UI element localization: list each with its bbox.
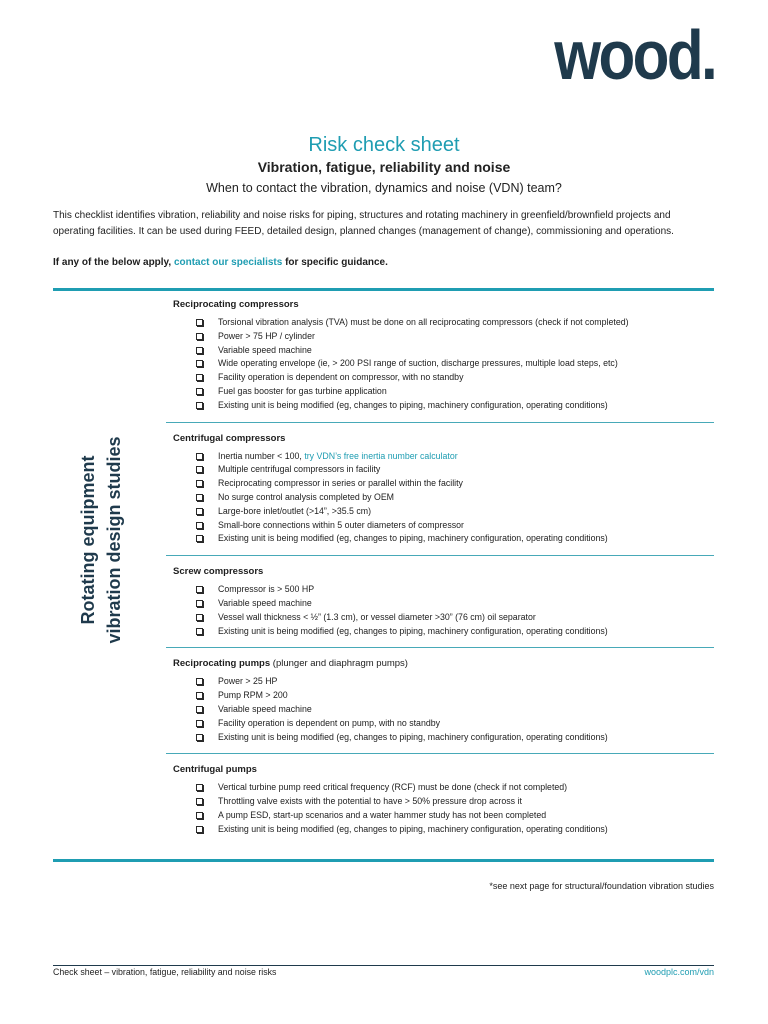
item-link[interactable]: try VDN’s free inertia number calculator	[304, 450, 458, 461]
item-text: A pump ESD, start-up scenarios and a water hammer study has not been completed	[218, 809, 547, 820]
checklist-item	[166, 781, 714, 795]
checkbox-icon	[196, 402, 203, 409]
checkbox-icon	[196, 720, 203, 727]
item-text: Power > 75 HP / cylinder	[218, 330, 315, 341]
checklist-item	[166, 316, 714, 330]
footer-divider	[53, 965, 714, 966]
guidance-suffix: for specific guidance.	[282, 257, 388, 268]
item-text: Throttling valve exists with the potential to have > 50% pressure drop across it	[218, 796, 522, 807]
checklist-items	[166, 781, 714, 836]
page-subtitle: Vibration, fatigue, reliability and noise	[257, 159, 511, 175]
checklist-item	[166, 823, 714, 837]
checklist-item	[166, 344, 714, 358]
item-text: Compressor is > 500 HP	[218, 584, 315, 595]
checklist-items	[166, 675, 714, 744]
checklist-item	[166, 371, 714, 385]
item-text: Power > 25 HP	[218, 676, 278, 687]
checkbox-icon	[196, 347, 203, 354]
section-title: Screw compressors	[173, 566, 264, 578]
item-text: Existing unit is being modified (eg, changes to piping, machinery configuration, operating conditions)	[218, 625, 608, 636]
bottom-divider	[53, 859, 714, 862]
checklist-section	[166, 289, 714, 423]
checkbox-icon	[196, 706, 203, 713]
checklist-item	[166, 689, 714, 703]
section-heading	[166, 763, 714, 777]
side-label-line-1: Rotating equipment	[78, 455, 98, 625]
item-text: Existing unit is being modified (eg, changes to piping, machinery configuration, operating conditions)	[218, 399, 608, 410]
section-title: Centrifugal pumps	[173, 764, 257, 776]
checkbox-icon	[196, 812, 203, 819]
page-question: When to contact the vibration, dynamics and noise (VDN) team?	[206, 181, 562, 195]
checkbox-icon	[196, 798, 203, 805]
checklist-item	[166, 795, 714, 809]
wood-logo: wood.	[554, 16, 715, 94]
section-title-note: (plunger and diaphragm pumps)	[272, 658, 408, 670]
checklist-item	[166, 532, 714, 546]
section-heading	[166, 432, 714, 446]
checklist-item	[166, 809, 714, 823]
checkbox-icon	[196, 535, 203, 542]
checklist-item	[166, 385, 714, 399]
checklist-item	[166, 675, 714, 689]
checkbox-icon	[196, 360, 203, 367]
checklist-item	[166, 717, 714, 731]
item-text: Reciprocating compressor in series or parallel within the facility	[218, 478, 463, 489]
checkbox-icon	[196, 826, 203, 833]
section-title: Centrifugal compressors	[173, 432, 286, 444]
item-text: Torsional vibration analysis (TVA) must be done on all reciprocating compressors (check if not completed)	[218, 317, 629, 327]
checkbox-icon	[196, 628, 203, 635]
checkbox-icon	[196, 480, 203, 487]
checklist-item	[166, 519, 714, 533]
guidance-prefix: If any of the below apply,	[53, 257, 174, 268]
checklist-item	[166, 583, 714, 597]
item-text: Pump RPM > 200	[218, 690, 288, 701]
checklist-item	[166, 625, 714, 639]
checkbox-icon	[196, 374, 203, 381]
checklist-item	[166, 505, 714, 519]
checklist-item	[166, 399, 714, 413]
item-text: Multiple centrifugal compressors in facility	[218, 464, 381, 475]
item-text: Facility operation is dependent on compressor, with no standby	[218, 372, 464, 383]
contact-specialists-link[interactable]: contact our specialists	[173, 257, 283, 268]
section-heading	[166, 565, 714, 579]
footer-website-link[interactable]: woodplc.com/vdn	[644, 967, 714, 977]
checklist-items	[166, 316, 714, 413]
section-heading	[166, 657, 714, 671]
item-text: Variable speed machine	[218, 597, 312, 608]
intro-paragraph: This checklist identifies vibration, reliability and noise risks for piping, structures and rotating machinery in greenfield/brownfield projects and operating facilities. It can be used during FEED, detailed design, planned changes (management of change), commissioning and operations.	[53, 210, 674, 237]
item-text: Large-bore inlet/outlet (>14”, >35.5 cm)	[218, 505, 372, 516]
checkbox-icon	[196, 333, 203, 340]
checklist-item	[166, 357, 714, 371]
checklist-section	[166, 754, 714, 845]
checklist-item	[166, 450, 714, 464]
item-text: Vertical turbine pump reed critical frequency (RCF) must be done (check if not completed)	[218, 782, 568, 793]
checkbox-icon	[196, 692, 203, 699]
guidance-line	[53, 255, 388, 271]
checklist-section	[166, 556, 714, 648]
section-title: Reciprocating compressors	[173, 299, 299, 310]
checkbox-icon	[196, 319, 203, 326]
item-text: Variable speed machine	[218, 344, 312, 355]
section-title: Reciprocating pumps	[173, 658, 271, 670]
item-text: Inertia number < 100,	[218, 450, 305, 461]
item-text: Existing unit is being modified (eg, changes to piping, machinery configuration, operating conditions)	[218, 823, 608, 834]
item-text: Facility operation is dependent on pump, with no standby	[218, 717, 441, 728]
checklist-item	[166, 597, 714, 611]
checklist-item	[166, 611, 714, 625]
side-label	[75, 430, 127, 650]
item-text: No surge control analysis completed by OEM	[218, 491, 395, 502]
checkbox-icon	[196, 508, 203, 515]
checklist-items	[166, 450, 714, 547]
checklist-section	[166, 648, 714, 754]
checklist-item	[166, 491, 714, 505]
checkbox-icon	[196, 734, 203, 741]
checkbox-icon	[196, 614, 203, 621]
item-text: Variable speed machine	[218, 703, 312, 714]
checkbox-icon	[196, 678, 203, 685]
item-text: Fuel gas booster for gas turbine application	[218, 385, 387, 396]
checkbox-icon	[196, 600, 203, 607]
checklist	[166, 289, 714, 846]
checklist-item	[166, 463, 714, 477]
item-text: Existing unit is being modified (eg, changes to piping, machinery configuration, operating conditions)	[218, 731, 608, 742]
checkbox-icon	[196, 522, 203, 529]
checkbox-icon	[196, 388, 203, 395]
checklist-item	[166, 703, 714, 717]
section-heading	[166, 298, 714, 312]
checkbox-icon	[196, 784, 203, 791]
checklist-section	[166, 423, 714, 557]
checklist-item	[166, 731, 714, 745]
checkbox-icon	[196, 453, 203, 460]
page-title: Risk check sheet	[308, 134, 460, 156]
checkbox-icon	[196, 466, 203, 473]
side-label-line-2: vibration design studies	[104, 436, 124, 644]
item-text: Wide operating envelope (ie, > 200 PSI range of suction, discharge pressures, multiple load steps, etc)	[218, 358, 618, 369]
footnote: *see next page for structural/foundation vibration studies	[489, 881, 714, 891]
checklist-items	[166, 583, 714, 638]
checkbox-icon	[196, 494, 203, 501]
item-text: Small-bore connections within 5 outer diameters of compressor	[218, 519, 464, 530]
checkbox-icon	[196, 586, 203, 593]
checklist-item	[166, 477, 714, 491]
item-text: Vessel wall thickness < ½” (1.3 cm), or vessel diameter >30” (76 cm) oil separator	[218, 611, 536, 622]
item-text: Existing unit is being modified (eg, changes to piping, machinery configuration, operating conditions)	[218, 533, 608, 544]
checklist-item	[166, 330, 714, 344]
footer-title: Check sheet – vibration, fatigue, reliability and noise risks	[53, 967, 277, 977]
